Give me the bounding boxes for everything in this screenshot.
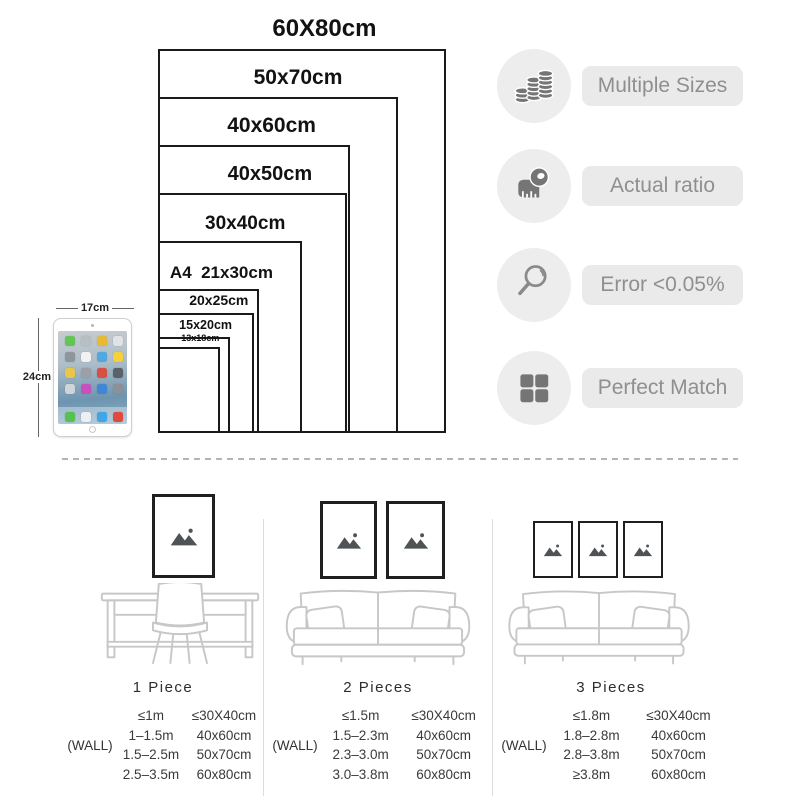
wall-label: (WALL) — [67, 737, 113, 753]
art-frame-3b — [578, 521, 618, 578]
picture-placeholder-icon — [542, 542, 564, 558]
print-size: 60x80cm — [651, 766, 706, 782]
feature-label: Actual ratio — [609, 174, 716, 197]
guide-row — [322, 745, 488, 765]
desk-illustration — [95, 583, 265, 665]
guide-row — [322, 706, 488, 726]
picture-placeholder-icon — [632, 542, 654, 558]
guide-row — [322, 726, 488, 746]
art-frame-3c — [623, 521, 663, 578]
dashed-divider — [62, 458, 738, 460]
sofa-illustration-2 — [504, 580, 694, 667]
wall-guide-2 — [268, 679, 488, 784]
app-icon — [65, 368, 75, 378]
wall-range: 2.3–3.0m — [332, 747, 389, 763]
wall-range: ≤1.8m — [572, 708, 611, 724]
app-icon — [81, 412, 91, 422]
guide-row — [551, 745, 725, 765]
print-size: 40x60cm — [416, 727, 471, 743]
app-icon — [113, 368, 123, 378]
app-icon — [65, 336, 75, 346]
print-size: 60x80cm — [416, 766, 471, 782]
app-icon — [81, 336, 91, 346]
size-label-60x80: 60X80cm — [272, 14, 377, 42]
size-label-13x18: 13x18cm — [181, 332, 220, 343]
feature-circle — [497, 49, 571, 123]
picture-placeholder-icon — [334, 530, 364, 551]
print-size: 50x70cm — [651, 747, 706, 763]
tape-measure-icon — [511, 163, 557, 209]
size-rect-13x18 — [158, 347, 220, 433]
tablet-image — [53, 318, 132, 437]
feature-circle — [497, 351, 571, 425]
size-label-50x70: 50x70cm — [253, 66, 343, 90]
wall-guide-3 — [497, 679, 725, 784]
wall-range: ≤1m — [137, 708, 165, 724]
guide-rows — [117, 706, 263, 784]
app-icon — [113, 352, 123, 362]
feature-circle — [497, 248, 571, 322]
guide-row — [117, 706, 263, 726]
wall-range: 1.8–2.8m — [563, 727, 620, 743]
wall-label: (WALL) — [501, 737, 547, 753]
art-frame-1 — [152, 494, 215, 578]
measure-line-right — [112, 308, 134, 309]
sofa-illustration-1 — [281, 580, 475, 667]
guide-row — [322, 765, 488, 785]
tablet-width-label: 17cm — [80, 302, 110, 314]
wall-range: 2.5–3.5m — [122, 766, 180, 782]
app-icon — [81, 384, 91, 394]
guide-row — [117, 726, 263, 746]
size-label-40x50: 40x50cm — [227, 163, 313, 186]
size-label-15x20: 15x20cm — [179, 318, 233, 333]
app-icon — [113, 384, 123, 394]
feature-circle — [497, 149, 571, 223]
guide-title: 1 Piece — [132, 679, 194, 696]
guide-row — [117, 765, 263, 785]
print-size: ≤30X40cm — [411, 708, 476, 724]
magnifier-icon — [511, 262, 557, 308]
tablet-height-label: 24cm — [20, 371, 54, 383]
app-icon — [65, 352, 75, 362]
wall-range: ≤1.5m — [341, 708, 380, 724]
print-size: 40x60cm — [651, 727, 706, 743]
feature-pill — [582, 166, 743, 206]
app-icon — [65, 384, 75, 394]
art-frame-2b — [386, 501, 445, 579]
tablet-home-button — [89, 426, 96, 433]
app-icon — [97, 384, 107, 394]
print-size: 50x70cm — [416, 747, 471, 763]
wall-range: 3.0–3.8m — [332, 766, 389, 782]
app-icon — [97, 352, 107, 362]
measure-line-left — [56, 308, 78, 309]
guide-rows — [322, 706, 488, 784]
app-icon — [97, 412, 107, 422]
guide-row — [551, 765, 725, 785]
wall-range: 2.8–3.8m — [563, 747, 620, 763]
app-icon — [97, 336, 107, 346]
app-icon — [81, 352, 91, 362]
print-size: ≤30X40cm — [646, 708, 711, 724]
wall-range: 1–1.5m — [128, 727, 174, 743]
guide-row — [551, 726, 725, 746]
guide-body — [63, 706, 263, 784]
size-label-20x25: 20x25cm — [189, 292, 249, 309]
app-icon — [81, 368, 91, 378]
guide-body — [497, 706, 725, 784]
app-icon — [113, 412, 123, 422]
print-size: 60x80cm — [196, 766, 252, 782]
wall-range: 1.5–2.3m — [332, 727, 389, 743]
guide-title: 3 Pieces — [576, 679, 646, 696]
app-icon — [65, 412, 75, 422]
coins-icon — [511, 63, 557, 109]
grid-squares-icon — [511, 365, 557, 411]
vertical-divider-2 — [492, 519, 493, 796]
picture-placeholder-icon — [168, 525, 200, 548]
guide-title: 2 Pieces — [343, 679, 413, 696]
feature-pill — [582, 66, 743, 106]
feature-label: Multiple Sizes — [597, 74, 728, 97]
guide-row — [551, 706, 725, 726]
feature-pill — [582, 265, 743, 305]
picture-placeholder-icon — [587, 542, 609, 558]
size-label-40x60: 40x60cm — [227, 114, 316, 138]
guide-row — [117, 745, 263, 765]
feature-pill — [582, 368, 743, 408]
print-size: ≤30X40cm — [191, 708, 257, 724]
tablet-screen — [58, 331, 127, 424]
picture-placeholder-icon — [401, 530, 431, 551]
wall-guide-1 — [63, 679, 263, 784]
tablet-width-measure — [56, 301, 134, 315]
app-icon — [97, 368, 107, 378]
feature-label: Error <0.05% — [600, 273, 725, 296]
wall-range: ≥3.8m — [572, 766, 611, 782]
feature-label: Perfect Match — [597, 376, 728, 399]
app-icon — [113, 336, 123, 346]
wall-range: 1.5–2.5m — [122, 747, 180, 763]
guide-rows — [551, 706, 725, 784]
print-size: 40x60cm — [196, 727, 252, 743]
size-label-21x30: A4 21x30cm — [169, 262, 273, 282]
wall-label: (WALL) — [272, 737, 318, 753]
guide-body — [268, 706, 488, 784]
tablet-camera-dot — [91, 324, 94, 327]
art-frame-2a — [320, 501, 377, 579]
art-frame-3a — [533, 521, 573, 578]
print-size: 50x70cm — [196, 747, 252, 763]
size-label-30x40: 30x40cm — [205, 212, 286, 234]
